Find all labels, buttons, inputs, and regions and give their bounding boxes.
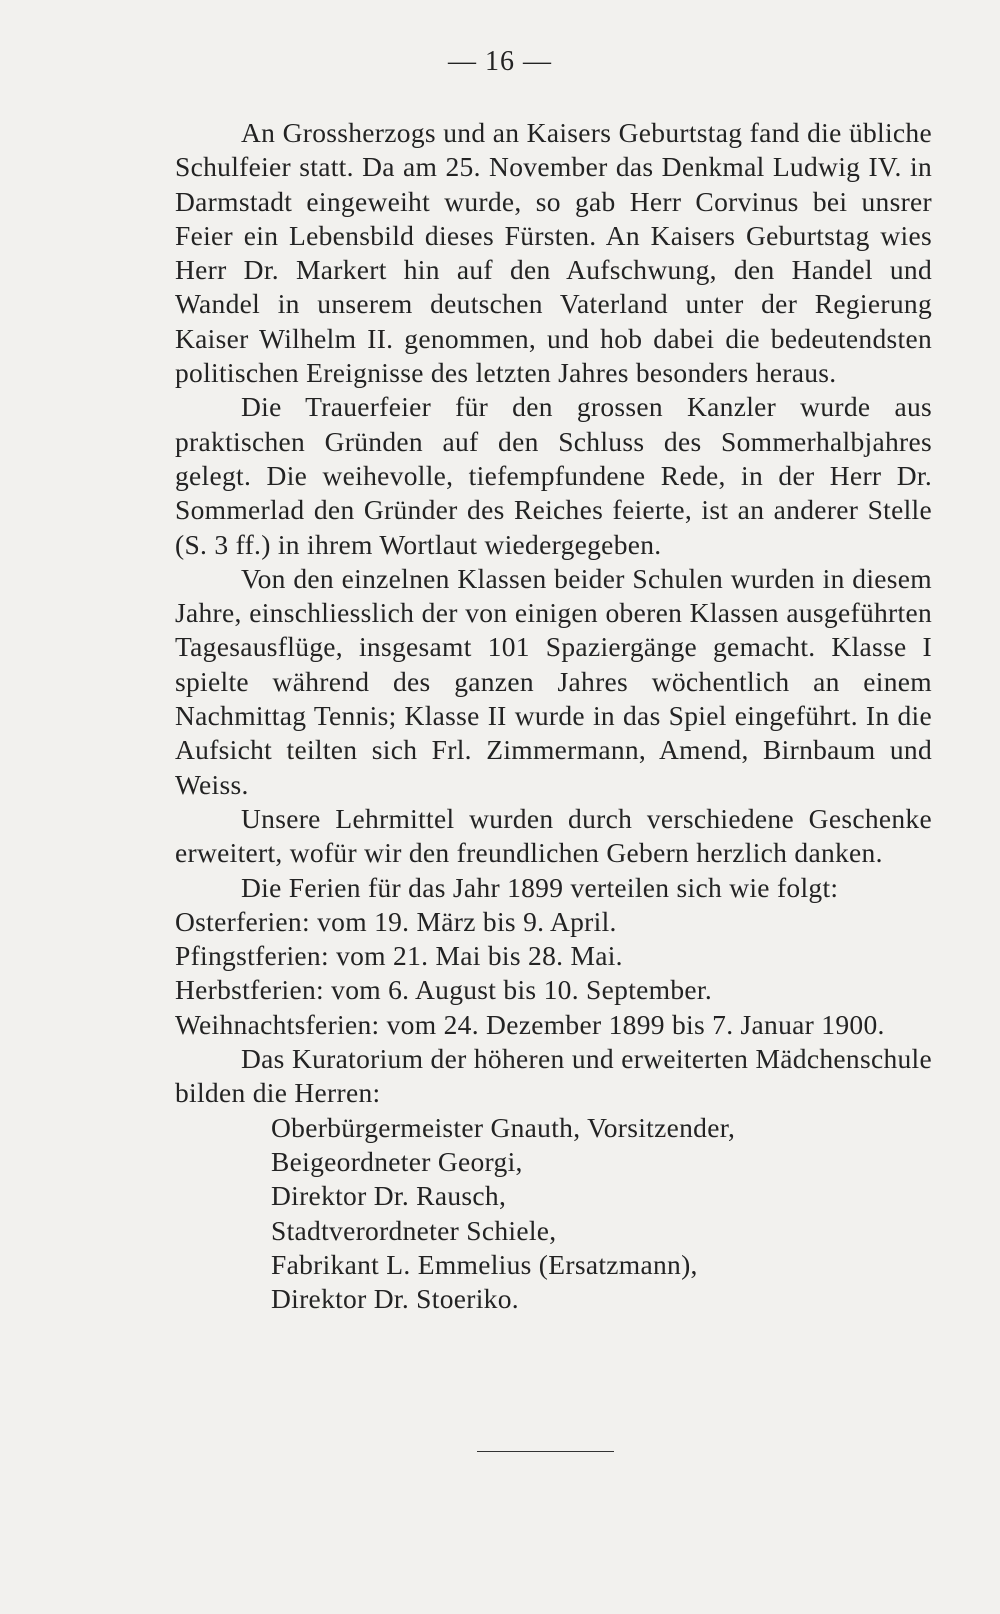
holiday-autumn: Herbstferien: vom 6. August bis 10. September.	[175, 974, 712, 1006]
paragraph-school-celebrations: An Grossherzogs und an Kaisers Geburtstag fand die übliche Schulfeier statt. Da am 25. November das Denkmal Ludwig IV. in Darmstadt eingeweiht wurde, so gab Herr Corvinus bei unsrer Feier ein Lebensbild dieses Fürsten. An Kaisers Geburtstag wies Herr Dr. Markert hin auf den Aufschwung, den Handel und Wandel in unserem deutschen Vaterland unter der Regierung Kaiser Wilhelm II. genommen, und hob dabei die bedeutendsten politischen Ereignisse des letzten Jahres besonders heraus.	[175, 117, 932, 389]
holiday-christmas: Weihnachtsferien: vom 24. Dezember 1899 bis 7. Januar 1900.	[175, 1008, 885, 1040]
kuratorium-member: Direktor Dr. Stoeriko.	[271, 1283, 519, 1315]
kuratorium-member: Oberbürgermeister Gnauth, Vorsitzender,	[271, 1111, 736, 1143]
paragraph-teaching-materials: Unsere Lehrmittel wurden durch verschiedene Geschenke erweitert, wofür wir den freundlichen Gebern herzlich danken.	[175, 802, 932, 869]
paragraph-memorial-service: Die Trauerfeier für den grossen Kanzler wurde aus praktischen Gründen auf den Schluss des Sommerhalbjahres gelegt. Die weihevolle, tiefempfundene Rede, in der Herr Dr. Sommerlad den Gründer des Reiches feierte, ist an anderer Stelle (S. 3 ff.) in ihrem Wortlaut wiedergegeben.	[175, 391, 932, 560]
paragraph-kuratorium-intro: Das Kuratorium der höheren und erweiterten Mädchenschule bilden die Herren:	[175, 1043, 932, 1109]
paragraph-excursions: Von den einzelnen Klassen beider Schulen wurden in diesem Jahre, einschliesslich der von einigen oberen Klassen ausgeführten Tagesausflüge, insgesamt 101 Spaziergänge gemacht. Klasse I spielte während des ganzen Jahres wöchentlich an einem Nachmittag Tennis; Klasse II wurde in das Spiel eingeführt. In die Aufsicht teilten sich Frl. Zimmermann, Amend, Birnbaum und Weiss.	[175, 562, 932, 800]
kuratorium-member: Stadtverordneter Schiele,	[271, 1214, 557, 1246]
kuratorium-member: Direktor Dr. Rausch,	[271, 1180, 507, 1212]
body-text	[175, 116, 932, 1316]
kuratorium-member: Beigeordneter Georgi,	[271, 1145, 523, 1177]
holiday-pentecost: Pfingstferien: vom 21. Mai bis 28. Mai.	[175, 940, 623, 972]
paragraph-holidays-intro: Die Ferien für das Jahr 1899 verteilen sich wie folgt:	[241, 871, 839, 903]
kuratorium-member: Fabrikant L. Emmelius (Ersatzmann),	[271, 1248, 698, 1280]
page-number: — 16 —	[448, 46, 552, 77]
holiday-easter: Osterferien: vom 19. März bis 9. April.	[175, 905, 617, 937]
closing-rule	[477, 1451, 614, 1452]
